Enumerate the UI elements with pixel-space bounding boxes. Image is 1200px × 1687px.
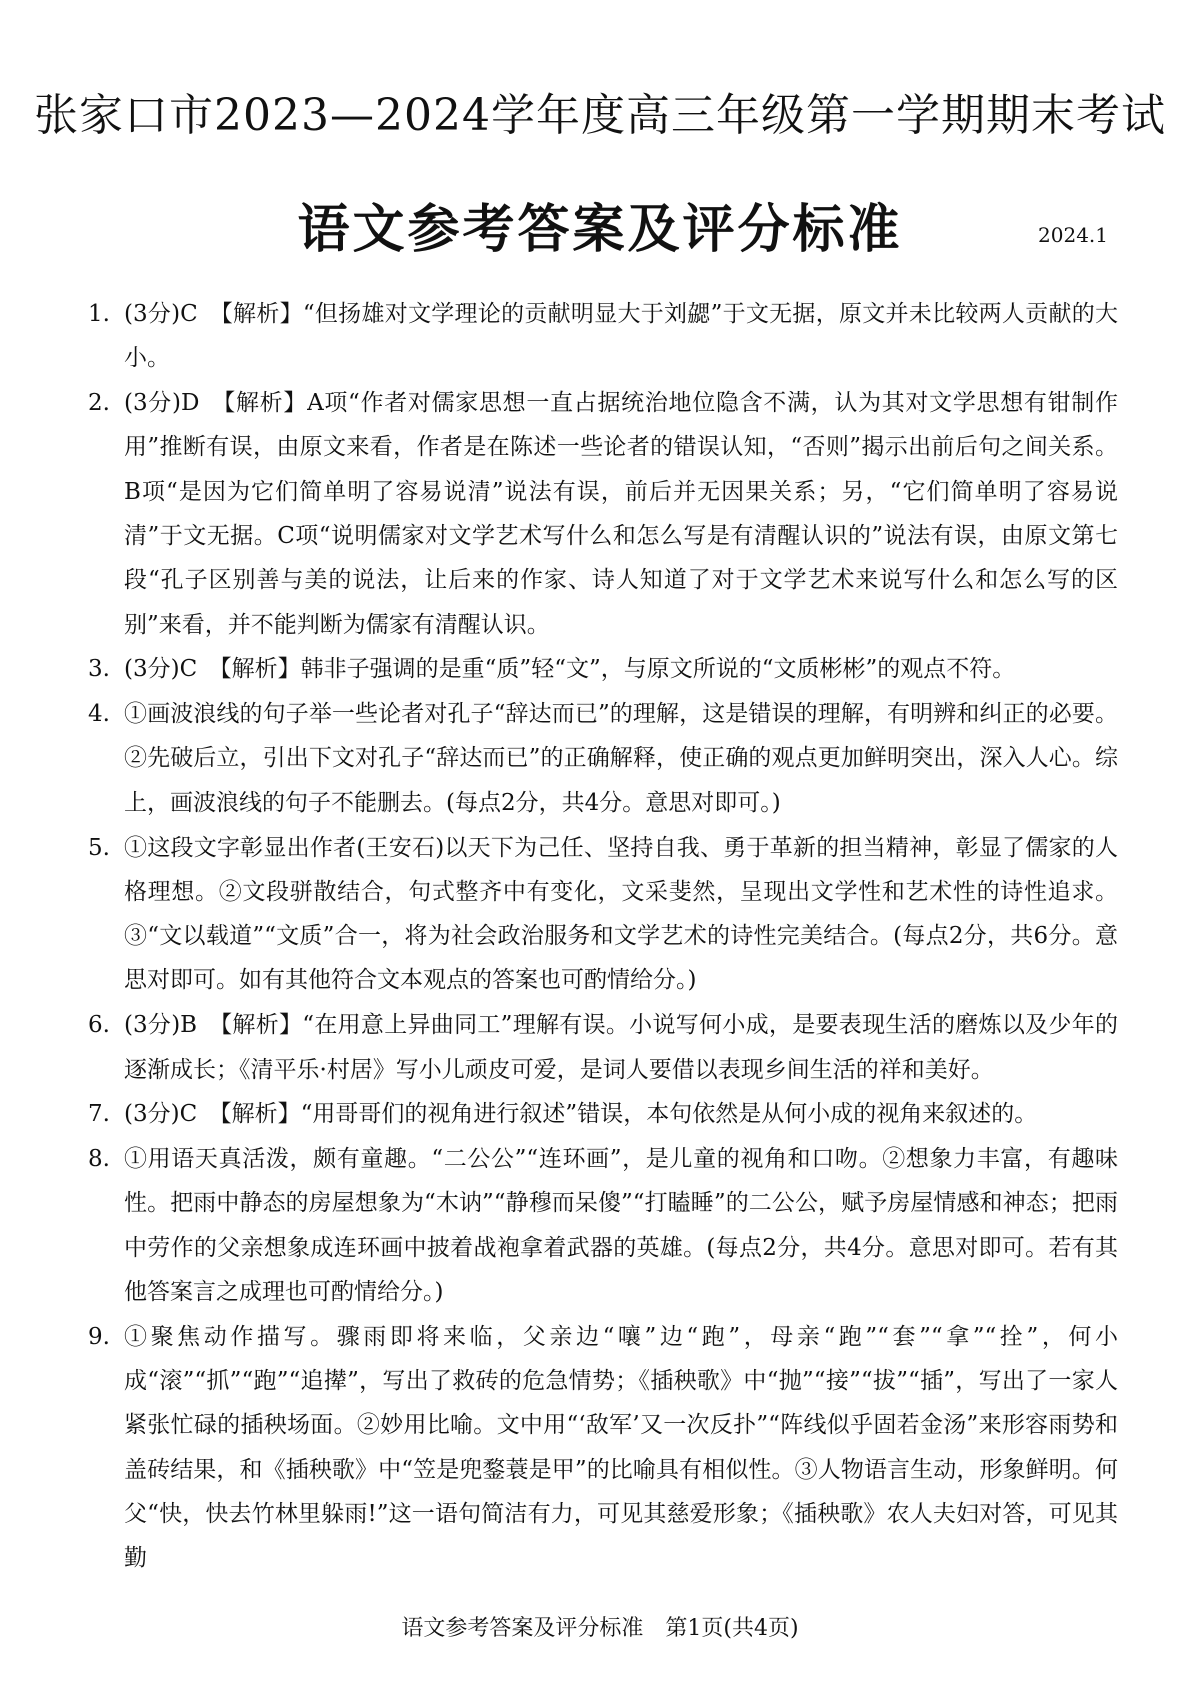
question-number: 5. <box>88 834 110 861</box>
answer-text: ①画波浪线的句子举一些论者对孔子“辞达而已”的理解，这是错误的理解，有明辨和纠正的必要。②先破后立，引出下文对孔子“辞达而已”的正确解释，使正确的观点更加鲜明突出，深入人心。综上，画波浪线的句子不能删去。(每点2分，共4分。意思对即可。) <box>124 701 1118 816</box>
exam-title: 张家口市2023—2024学年度高三年级第一学期期末考试 <box>34 90 1166 141</box>
question-number: 1. <box>88 301 110 327</box>
question-number: 7. <box>88 1101 110 1128</box>
page-footer: 语文参考答案及评分标准 第1页(共4页) <box>401 1616 799 1641</box>
question-number: 4. <box>88 701 110 728</box>
answer-item <box>88 1003 1118 1092</box>
answer-item <box>88 292 1118 381</box>
answer-item <box>88 1315 1118 1581</box>
answer-text: ①聚焦动作描写。骤雨即将来临，父亲边“嚷”边“跑”，母亲“跑”“套”“拿”“拴”，何小成“滚”“抓”“跑”“追撵”，写出了救砖的危急情势；《插秧歌》中“抛”“接”“拔”“插”，写出了一家人紧张忙碌的插秧场面。②妙用比喻。文中用“‘敌军’又一次反扑”“阵线似乎固若金汤”来形容雨势和盖砖结果，和《插秧歌》中“笠是兜鍪蓑是甲”的比喻具有相似性。③人物语言生动，形象鲜明。何父“快，快去竹林里躲雨!”这一语句简洁有力，可见其慈爱形象；《插秧歌》农人夫妇对答，可见其勤 <box>124 1323 1118 1572</box>
answer-text: (3分)C 【解析】“但扬雄对文学理论的贡献明显大于刘勰”于文无据，原文并未比较两人贡献的大小。 <box>124 301 1118 372</box>
page-title: 语文参考答案及评分标准 <box>297 200 903 260</box>
question-number: 2. <box>88 390 110 417</box>
answer-text: ①这段文字彰显出作者(王安石)以天下为己任、坚持自我、勇于革新的担当精神，彰显了儒家的人格理想。②文段骈散结合，句式整齐中有变化，文采斐然，呈现出文学性和艺术性的诗性追求。③“文以载道”“文质”合一，将为社会政治服务和文学艺术的诗性完美结合。(每点2分，共6分。意思对即可。如有其他符合文本观点的答案也可酌情给分。) <box>124 834 1118 994</box>
question-number: 9. <box>88 1323 110 1350</box>
answer-text: (3分)C 【解析】韩非子强调的是重“质”轻“文”，与原文所说的“文质彬彬”的观点不符。 <box>124 656 1016 683</box>
answer-item <box>88 381 1118 647</box>
question-number: 3. <box>88 656 110 683</box>
answer-list <box>88 292 1118 1581</box>
answer-item <box>88 1137 1118 1314</box>
question-number: 6. <box>88 1012 110 1039</box>
answer-text: ①用语天真活泼，颇有童趣。“二公公”“连环画”，是儿童的视角和口吻。②想象力丰富，有趣味性。把雨中静态的房屋想象为“木讷”“静穆而呆傻”“打瞌睡”的二公公，赋予房屋情感和神态；把雨中劳作的父亲想象成连环画中披着战袍拿着武器的英雄。(每点2分，共4分。意思对即可。若有其他答案言之成理也可酌情给分。) <box>124 1146 1118 1306</box>
question-number: 8. <box>88 1146 110 1173</box>
answer-item <box>88 647 1118 691</box>
answer-text: (3分)D 【解析】A项“作者对儒家思想一直占据统治地位隐含不满，认为其对文学思想有钳制作用”推断有误，由原文来看，作者是在陈述一些论者的错误认知，“否则”揭示出前后句之间关系。B项“是因为它们简单明了容易说清”说法有误，前后并无因果关系；另，“它们简单明了容易说清”于文无据。C项“说明儒家对文学艺术写什么和怎么写是有清醒认识的”说法有误，由原文第七段“孔子区别善与美的说法，让后来的作家、诗人知道了对于文学艺术来说写什么和怎么写的区别”来看，并不能判断为儒家有清醒认识。 <box>124 390 1118 638</box>
document-date: 2024.1 <box>1038 223 1108 247</box>
answer-item <box>88 1092 1118 1136</box>
answer-text: (3分)B 【解析】“在用意上异曲同工”理解有误。小说写何小成，是要表现生活的磨炼以及少年的逐渐成长；《清平乐·村居》写小儿顽皮可爱，是词人要借以表现乡间生活的祥和美好。 <box>124 1012 1118 1083</box>
answer-text: (3分)C 【解析】“用哥哥们的视角进行叙述”错误，本句依然是从何小成的视角来叙述的。 <box>124 1101 1038 1128</box>
answer-item <box>88 826 1118 1003</box>
answer-item <box>88 692 1118 825</box>
